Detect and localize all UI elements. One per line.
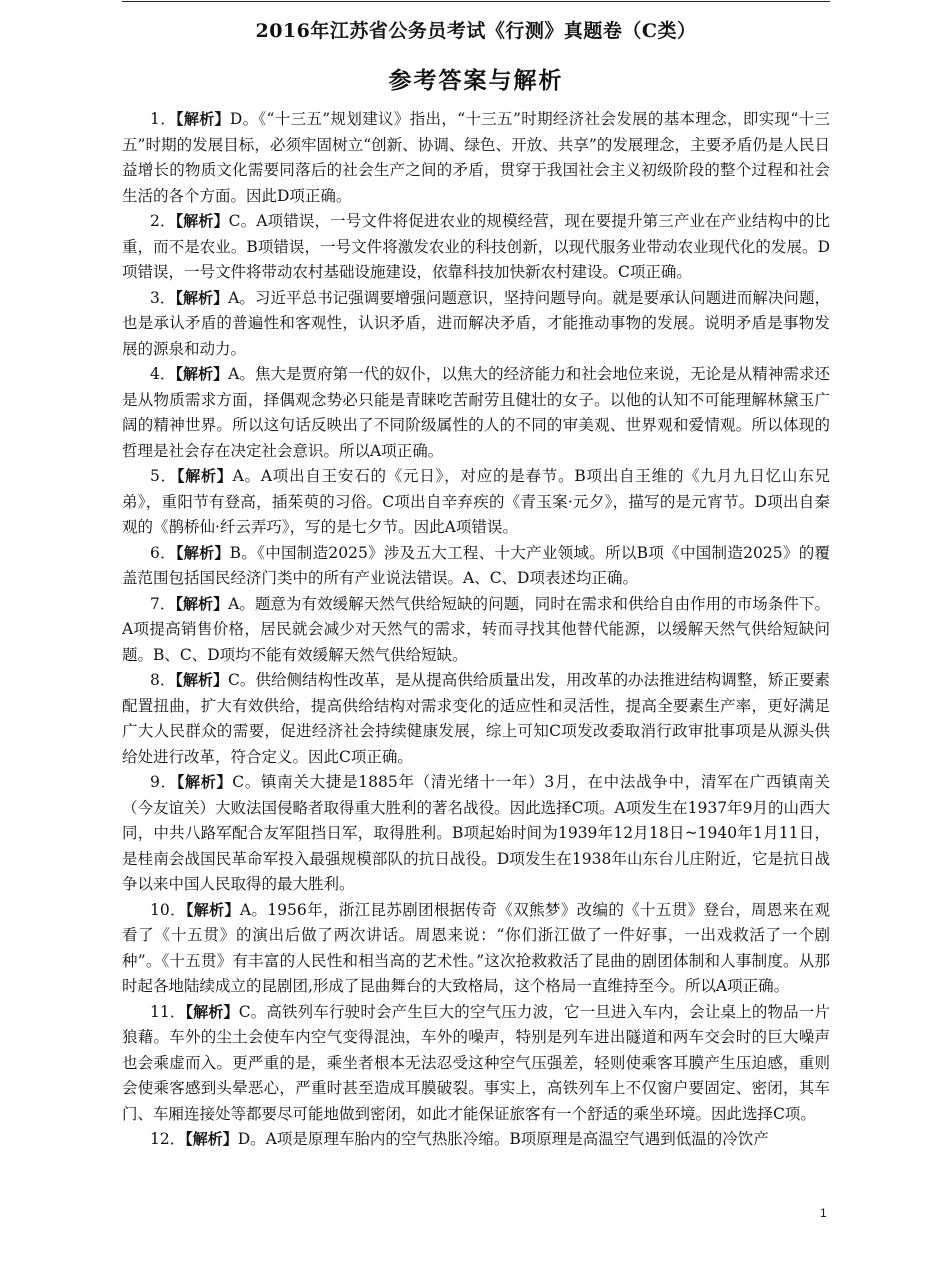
item-text: C。A项错误，一号文件将促进农业的规模经营，现在要提升第三产业在产业结构中的比重，而不是农业。B项错误，一号文件将激发农业的科技创新，以现代服务业带动农业现代化的发展。D项错误，一号文件将带动农村基础设施建设，依靠科技加快新农村建设。C项正确。 [122, 212, 830, 281]
answer-item-4 [122, 362, 830, 464]
answer-item-6 [122, 541, 830, 592]
item-tag: 【解析】 [176, 773, 233, 791]
item-tag: 【解析】 [185, 1002, 239, 1021]
item-tag: 【解析】 [175, 365, 229, 383]
item-tag: 【解析】 [176, 110, 230, 128]
answer-item-12 [122, 1127, 830, 1153]
answer-item-5 [122, 464, 830, 541]
item-number: 10． [150, 900, 186, 919]
answer-item-11 [122, 1000, 830, 1128]
answer-list [122, 107, 830, 1153]
item-number: 2． [150, 212, 176, 230]
item-text: A。题意为有效缓解天然气供给短缺的问题，同时在需求和供给自由作用的市场条件下。A项提高销售价格，居民就会减少对天然气的需求，转而寻找其他替代能源，以缓解天然气供给短缺问题。B、C、D项均不能有效缓解天然气供给短缺。 [122, 594, 830, 664]
item-number: 7． [150, 594, 176, 613]
page-number: 1 [820, 1206, 827, 1220]
item-number: 1． [150, 110, 177, 128]
item-text: A。1956年，浙江昆苏剧团根据传奇《双熊梦》改编的《十五贯》登台，周恩来在观看了《十五贯》的演出后做了两次讲话。周恩来说：“你们浙江做了一件好事，一出戏救活了一个剧种”。《十五贯》有丰富的人民性和相当高的艺术性。”这次抢救救活了昆曲的剧团体制和人事制度。从那时起各地陆续成立的昆剧团,形成了昆曲舞台的大致格局，这个格局一直维持至今。所以A项正确。 [122, 900, 830, 995]
answer-item-7 [122, 592, 830, 669]
item-tag: 【解析】 [175, 671, 229, 689]
item-number: 6． [150, 543, 176, 562]
item-tag: 【解析】 [175, 212, 229, 230]
item-number: 4． [150, 365, 176, 383]
item-text: A。习近平总书记强调要增强问题意识，坚持问题导向。就是要承认问题进而解决问题，也是承认矛盾的普遍性和客观性，认识矛盾，进而解决矛盾，才能推动事物的发展。说明矛盾是事物发展的源泉和动力。 [122, 288, 830, 358]
item-text: C。镇南关大捷是1885年（清光绪十一年）3月，在中法战争中，清军在广西镇南关（今友谊关）大败法国侵略者取得重大胜利的著名战役。因此选择C项。A项发生在1937年9月的山西大同，中共八路军配合友军阻挡日军，取得胜利。B项起始时间为1939年12月18日~1940年1月11日，是桂南会战国民革命军投入最强规模部队的抗日战役。D项发生在1938年山东台儿庄附近，它是抗日战争以来中国人民取得的最大胜利。 [122, 773, 830, 893]
item-tag: 【解析】 [185, 900, 240, 919]
item-number: 3． [150, 288, 176, 307]
item-number: 8． [150, 671, 176, 689]
item-text: D。A项是原理车胎内的空气热胀冷缩。B项原理是高温空气遇到低温的冷饮产 [237, 1130, 769, 1148]
item-tag: 【解析】 [175, 543, 230, 562]
answer-item-3 [122, 286, 830, 363]
answer-item-8 [122, 668, 830, 770]
item-text: C。高铁列车行驶时会产生巨大的空气压力波，它一旦进入车内，会让桌上的物品一片狼藉。车外的尘土会使车内空气变得混浊，车外的噪声，特别是列车进出隧道和两车交会时的巨大噪声也会乘虚而入。更严重的是，乘坐者根本无法忍受这种空气压强差，轻则使乘客耳膜产生压迫感，重则会使乘客感到头晕恶心，严重时甚至造成耳膜破裂。事实上，高铁列车上不仅窗户要固定、密闭，其车门、车厢连接处等都要尽可能地做到密闭，如此才能保证旅客有一个舒适的乘坐环境。因此选择C项。 [122, 1002, 830, 1123]
item-text: D。《“十三五”规划建议》指出，“十三五”时期经济社会发展的基本理念，即实现“十三五”时期的发展目标，必须牢固树立“创新、协调、绿色、开放、共享”的发展理念，主要矛盾仍是人民日益增长的物质文化需要同落后的社会生产之间的矛盾，贯穿于我国社会主义初级阶段的整个过程和社会生活的各个方面。因此D项正确。 [122, 110, 830, 205]
answer-item-2 [122, 209, 830, 286]
item-text: A。焦大是贾府第一代的奴仆，以焦大的经济能力和社会地位来说，无论是从精神需求还是从物质需求方面，择偶观念势必只能是青睐吃苦耐劳且健壮的女子。以他的认知不可能理解林黛玉广阔的精神世界。所以这句话反映出了不同阶级属性的人的不同的审美观、世界观和爱情观。所以体现的哲理是社会存在决定社会意识。所以A项正确。 [122, 365, 830, 460]
answer-item-10 [122, 898, 830, 1000]
item-tag: 【解析】 [175, 594, 229, 613]
item-number: 11． [150, 1002, 186, 1021]
item-number: 5． [150, 467, 177, 485]
top-rule [122, 1, 830, 2]
item-number: 9． [150, 773, 177, 791]
document-subtitle: 参考答案与解析 [388, 67, 564, 94]
document-title: 2016年江苏省公务员考试《行测》真题卷（C类） [255, 20, 697, 42]
item-tag: 【解析】 [185, 1130, 238, 1148]
item-text: C。供给侧结构性改革，是从提高供给质量出发，用改革的办法推进结构调整，矫正要素配置扭曲，扩大有效供给，提高供给结构对需求变化的适应性和灵活性，提高全要素生产率，更好满足广大人民群众的需要，促进经济社会持续健康发展，综上可知C项发改委取消行政审批事项是从源头供给处进行改革，符合定义。因此C项正确。 [122, 671, 830, 766]
item-text: A。A项出自王安石的《元日》，对应的是春节。B项出自王维的《九月九日忆山东兄弟》，重阳节有登高，插茱萸的习俗。C项出自辛弃疾的《青玉案·元夕》，描写的是元宵节。D项出自秦观的《鹊桥仙·纤云弄巧》，写的是七夕节。因此A项错误。 [122, 467, 830, 536]
item-tag: 【解析】 [175, 288, 229, 307]
answer-item-9 [122, 770, 830, 898]
item-tag: 【解析】 [176, 467, 233, 485]
item-number: 12． [150, 1130, 186, 1148]
answer-item-1 [122, 107, 830, 209]
item-text: B。《中国制造2025》涉及五大工程、十大产业领域。所以B项《中国制造2025》的覆盖范围包括国民经济门类中的所有产业说法错误。A、C、D项表述均正确。 [122, 543, 830, 587]
